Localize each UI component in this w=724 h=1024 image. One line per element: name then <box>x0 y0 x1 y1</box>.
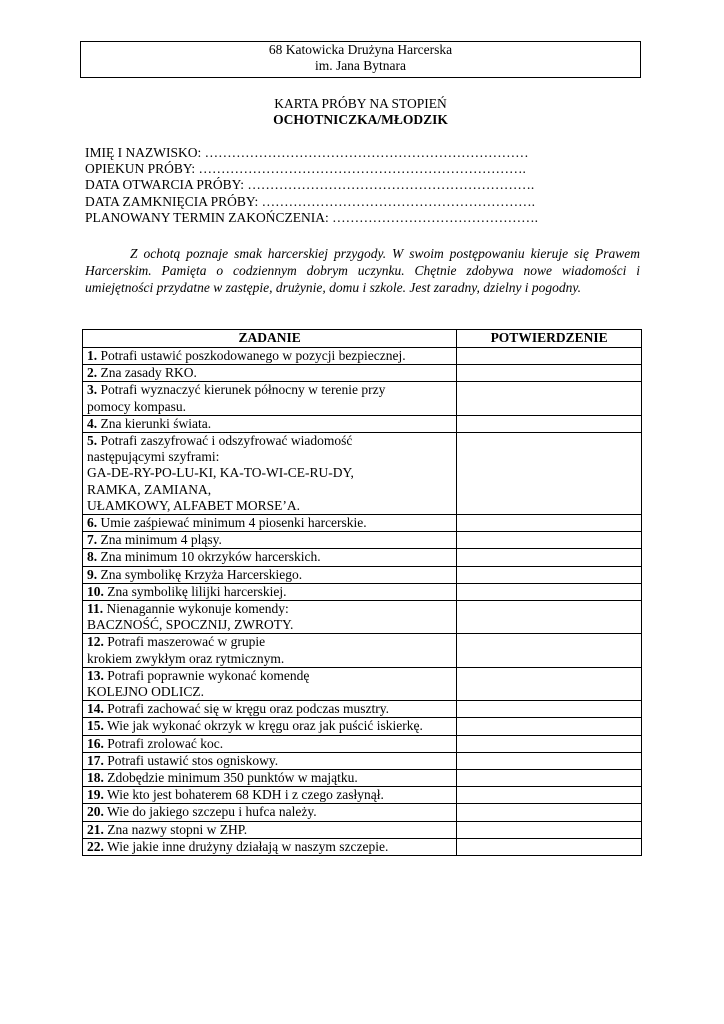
task-text: krokiem zwykłym oraz rytmicznym. <box>87 650 285 666</box>
task-text: Wie kto jest bohaterem 68 KDH i z czego zasłynął. <box>107 787 384 803</box>
confirmation-cell[interactable] <box>457 787 642 804</box>
confirmation-cell[interactable] <box>457 549 642 566</box>
task-line <box>87 549 452 565</box>
task-text: Potrafi poprawnie wykonać komendę <box>107 667 310 683</box>
task-text: UŁAMKOWY, ALFABET MORSE’A. <box>87 497 301 513</box>
task-line <box>87 365 452 381</box>
confirmation-cell[interactable] <box>457 532 642 549</box>
task-number: 9. <box>87 566 98 582</box>
task-text: Zna kierunki świata. <box>100 415 212 431</box>
table-row <box>83 515 642 532</box>
task-cell <box>83 838 457 855</box>
col-header-task: ZADANIE <box>83 330 457 348</box>
confirmation-cell[interactable] <box>457 365 642 382</box>
task-line <box>87 839 452 855</box>
table-row <box>83 566 642 583</box>
task-number: 6. <box>87 515 98 531</box>
task-line <box>87 416 452 432</box>
table-row <box>83 787 642 804</box>
task-line <box>87 804 452 820</box>
task-line <box>87 770 452 786</box>
task-number: 12. <box>87 634 104 650</box>
task-text: Zna minimum 4 pląsy. <box>100 532 222 548</box>
task-line <box>87 348 452 364</box>
table-row <box>83 667 642 700</box>
field-open-date[interactable]: DATA OTWARCIA PRÓBY: ………………………………………………………. <box>85 177 535 193</box>
task-text: Potrafi maszerować w grupie <box>107 634 266 650</box>
task-text: pomocy kompasu. <box>87 398 186 414</box>
task-line <box>87 651 452 667</box>
task-text: Wie jakie inne drużyny działają w naszym szczepie. <box>107 838 389 854</box>
table-row <box>83 770 642 787</box>
task-text: Zdobędzie minimum 350 punktów w majątku. <box>107 770 358 786</box>
task-line <box>87 787 452 803</box>
confirmation-cell[interactable] <box>457 718 642 735</box>
task-cell <box>83 348 457 365</box>
task-text: Wie jak wykonać okrzyk w kręgu oraz jak puścić iskierkę. <box>107 718 423 734</box>
team-header-box <box>80 41 641 78</box>
col-header-confirm: POTWIERDZENIE <box>457 330 642 348</box>
field-close-date[interactable]: DATA ZAMKNIĘCIA PRÓBY: ……………………………………………………. <box>85 193 535 209</box>
task-cell <box>83 718 457 735</box>
task-line <box>87 617 452 633</box>
table-row <box>83 382 642 415</box>
confirmation-cell[interactable] <box>457 752 642 769</box>
confirmation-cell[interactable] <box>457 804 642 821</box>
task-line <box>87 482 452 498</box>
task-number: 18. <box>87 770 104 786</box>
confirmation-cell[interactable] <box>457 348 642 365</box>
field-planned-end[interactable]: PLANOWANY TERMIN ZAKOŃCZENIA: ………………………………………. <box>85 209 538 225</box>
table-row <box>83 532 642 549</box>
table-row <box>83 701 642 718</box>
task-number: 19. <box>87 787 104 803</box>
task-line <box>87 753 452 769</box>
task-line <box>87 584 452 600</box>
task-line <box>87 449 452 465</box>
confirmation-cell[interactable] <box>457 701 642 718</box>
task-number: 16. <box>87 735 104 751</box>
form-fields <box>85 145 645 226</box>
task-cell <box>83 634 457 667</box>
tasks-table-body <box>83 348 642 856</box>
task-line <box>87 718 452 734</box>
table-row <box>83 348 642 365</box>
task-text: Zna nazwy stopni w ZHP. <box>107 821 248 837</box>
task-text: Zna symbolikę Krzyża Harcerskiego. <box>100 566 303 582</box>
task-text: następującymi szyframi: <box>87 449 220 465</box>
task-cell <box>83 787 457 804</box>
confirmation-cell[interactable] <box>457 838 642 855</box>
task-text: GA-DE-RY-PO-LU-KI, KA-TO-WI-CE-RU-DY, <box>87 465 354 481</box>
table-row <box>83 838 642 855</box>
task-line <box>87 701 452 717</box>
confirmation-cell[interactable] <box>457 515 642 532</box>
task-line <box>87 515 452 531</box>
task-text: Potrafi zaszyfrować i odszyfrować wiadomość <box>100 433 353 449</box>
confirmation-cell[interactable] <box>457 735 642 752</box>
confirmation-cell[interactable] <box>457 601 642 634</box>
task-text: Potrafi ustawić poszkodowanego w pozycji bezpiecznej. <box>100 348 406 363</box>
task-number: 8. <box>87 549 98 565</box>
task-line <box>87 382 452 398</box>
task-cell <box>83 601 457 634</box>
task-text: Potrafi wyznaczyć kierunek północny w terenie przy <box>100 382 386 398</box>
task-line <box>87 399 452 415</box>
team-name: 68 Katowicka Drużyna Harcerska <box>268 42 453 57</box>
task-text: Potrafi zachować się w kręgu oraz podczas musztry. <box>107 701 390 717</box>
table-row <box>83 804 642 821</box>
table-row <box>83 735 642 752</box>
title-rank-name: OCHOTNICZKA/MŁODZIK <box>273 112 448 127</box>
task-cell <box>83 583 457 600</box>
confirmation-cell[interactable] <box>457 433 642 515</box>
team-patron: im. Jana Bytnara <box>314 58 407 73</box>
task-text: Potrafi ustawić stos ogniskowy. <box>107 752 279 768</box>
task-number: 14. <box>87 701 104 717</box>
task-text: Zna symbolikę lilijki harcerskiej. <box>107 583 287 599</box>
table-header-row <box>83 330 642 348</box>
title-line-1: KARTA PRÓBY NA STOPIEŃ <box>274 96 447 111</box>
field-guardian[interactable]: OPIEKUN PRÓBY: ………………………………………………………………. <box>85 161 526 177</box>
task-line <box>87 634 452 650</box>
task-cell <box>83 770 457 787</box>
task-number: 1. <box>87 348 98 363</box>
task-text: Zna zasady RKO. <box>100 365 197 381</box>
task-number: 5. <box>87 433 98 449</box>
task-cell <box>83 382 457 415</box>
task-cell <box>83 667 457 700</box>
task-number: 7. <box>87 532 98 548</box>
task-line <box>87 822 452 838</box>
task-line <box>87 736 452 752</box>
rank-description: Z ochotą poznaje smak harcerskiej przygody. W swoim postępowaniu kieruje się Prawem Harcerskim. Pamięta o codziennym dobrym uczynku. Chętnie zdobywa nowe wiadomości i umiejętności przydatne w zastępie, drużynie, domu i szkole. Jest zaradny, dzielny i pogodny. <box>85 246 640 296</box>
task-text: RAMKA, ZAMIANA, <box>87 481 212 497</box>
task-number: 13. <box>87 667 104 683</box>
confirmation-cell[interactable] <box>457 583 642 600</box>
task-cell <box>83 701 457 718</box>
confirmation-cell[interactable] <box>457 634 642 667</box>
task-number: 20. <box>87 804 104 820</box>
table-row <box>83 601 642 634</box>
table-row <box>83 718 642 735</box>
task-text: Zna minimum 10 okrzyków harcerskich. <box>100 549 321 565</box>
confirmation-cell[interactable] <box>457 566 642 583</box>
task-line <box>87 498 452 514</box>
table-row <box>83 634 642 667</box>
task-cell <box>83 821 457 838</box>
task-cell <box>83 515 457 532</box>
table-row <box>83 752 642 769</box>
task-cell <box>83 365 457 382</box>
task-line <box>87 532 452 548</box>
task-cell <box>83 549 457 566</box>
task-text: Wie do jakiego szczepu i hufca należy. <box>107 804 317 820</box>
task-line <box>87 668 452 684</box>
table-row <box>83 365 642 382</box>
table-row <box>83 549 642 566</box>
task-text: Nienagannie wykonuje komendy: <box>106 601 289 617</box>
table-row <box>83 433 642 515</box>
tasks-table <box>82 329 642 856</box>
task-cell <box>83 532 457 549</box>
task-text: KOLEJNO ODLICZ. <box>87 684 204 700</box>
task-line <box>87 465 452 481</box>
task-number: 2. <box>87 365 98 381</box>
task-line <box>87 684 452 700</box>
task-number: 4. <box>87 415 98 431</box>
table-row <box>83 583 642 600</box>
task-cell <box>83 804 457 821</box>
task-number: 21. <box>87 821 104 837</box>
confirmation-cell[interactable] <box>457 821 642 838</box>
confirmation-cell[interactable] <box>457 382 642 415</box>
task-text: Umie zaśpiewać minimum 4 piosenki harcerskie. <box>100 515 367 531</box>
task-number: 17. <box>87 752 104 768</box>
task-text: BACZNOŚĆ, SPOCZNIJ, ZWROTY. <box>87 617 294 633</box>
document-title <box>80 96 641 128</box>
task-number: 11. <box>87 601 104 617</box>
task-number: 10. <box>87 583 104 599</box>
confirmation-cell[interactable] <box>457 667 642 700</box>
task-cell <box>83 566 457 583</box>
task-line <box>87 433 452 449</box>
task-text: Potrafi zrolować koc. <box>107 735 224 751</box>
task-cell <box>83 735 457 752</box>
task-number: 22. <box>87 838 104 854</box>
field-name[interactable]: IMIĘ I NAZWISKO: ……………………………………………………………… <box>85 145 529 160</box>
table-row <box>83 415 642 432</box>
task-cell <box>83 415 457 432</box>
task-line <box>87 601 452 617</box>
table-row <box>83 821 642 838</box>
task-number: 15. <box>87 718 104 734</box>
task-line <box>87 567 452 583</box>
task-cell <box>83 433 457 515</box>
task-cell <box>83 752 457 769</box>
confirmation-cell[interactable] <box>457 415 642 432</box>
task-number: 3. <box>87 382 98 398</box>
confirmation-cell[interactable] <box>457 770 642 787</box>
